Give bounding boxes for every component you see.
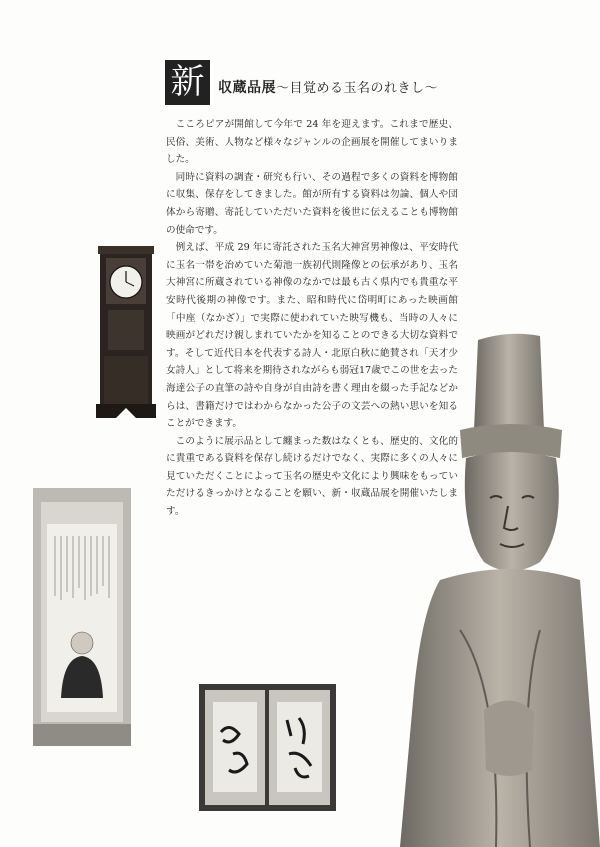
portrait-scroll-photo (33, 488, 131, 746)
paragraph: 例えば、平成 29 年に寄託された玉名大神宮男神像は、平安時代に玉名一帯を治めていた菊池一族初代則隆像との伝承があり、玉名大神宮に所蔵されている神像のなかでは最も古く県内でも貴重な平安時代後期の神像です。また、昭和時代に岱明町にあった映画館「中座（なかざ）」で実際に使われていた映写機も、当時の人々に映画がどれだけ親しまれていたかを知ることのできる大切な資料です。そして近代日本を代表する詩人・北原白秋に絶賛され「天才少女詩人」として将来を期待されながらも弱冠17歳でこの世を去った海達公子の直筆の詩や自身が自由詩を書く理由を綴った手記などからは、書籍だけではわからなかった公子の文芸への熱い思いを知ることができます。 (166, 242, 458, 430)
title-main: 収蔵品展 (218, 80, 276, 96)
paragraph: このように展示品として纏まった数はなくとも、歴史的、文化的に貴重である資料を保存し続けるだけでなく、実際に多くの人々に見ていただくことによって玉名の歴史や文化により興味をもっていただけるきっかけとなることを願い、新・収蔵品展を開催いたします。 (166, 435, 458, 518)
title-badge: 新 (165, 60, 210, 105)
wooden-deity-statue-photo (400, 330, 600, 847)
paragraph: 同時に資料の調査・研究も行い、その過程で多くの資料を博物館に収集、保存をしてきました。館が所有する資料は勿論、個人や団体から寄贈、寄託していただいた資料を後世に伝えることも博物館の使命です。 (166, 171, 458, 236)
calligraphy-screen-photo (199, 684, 336, 811)
title-sub: ～目覚める玉名のれきし～ (276, 81, 439, 96)
page-title (218, 77, 438, 97)
paragraph: こころピアが開館して今年で 24 年を迎えます。これまで歴史、民俗、美術、人物など様々なジャンルの企画展を開催してまいりました。 (166, 119, 458, 166)
clock-photo (96, 246, 156, 418)
